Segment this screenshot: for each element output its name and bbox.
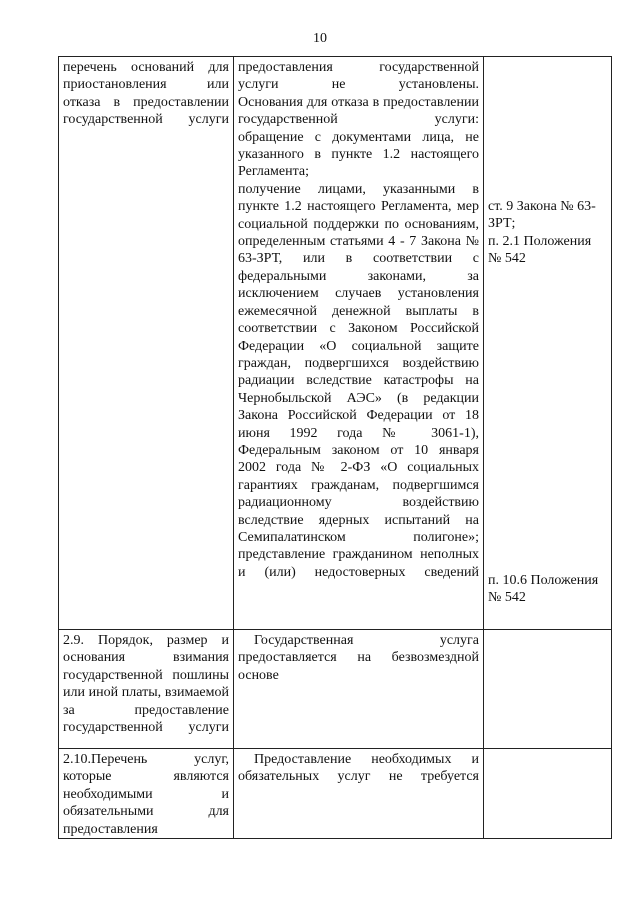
legal-ref-regulation: п. 2.1 Положения № 542 (488, 233, 592, 267)
paragraph-refusal-3: представление гражданином неполных и (или) недостоверных сведений (238, 547, 479, 580)
table-cell-services-text: Предоставление необходимых и обязательных услуг не требуется (234, 749, 484, 839)
table-cell-fee-legal-basis (484, 630, 612, 749)
legal-ref-regulation-10-6: п. 10.6 Положения № 542 (488, 572, 599, 606)
table-row (59, 630, 612, 749)
paragraph-refusal-heading: Основания для отказа в предоставлении государственной услуги: (238, 94, 479, 128)
table-cell-services-title: 2.10.Перечень услуг, которые являются необходимыми и обязательными для предоставления (59, 749, 234, 839)
table-row (59, 57, 612, 630)
table-cell-fee-text: Государственная услуга предоставляется на безвозмездной основе (234, 630, 484, 749)
table-cell-grounds-title: перечень оснований для приостановления или отказа в предоставлении государственной услуги (59, 57, 234, 630)
paragraph-refusal-2: получение лицами, указанными в пункте 1.2 настоящего Регламента, мер социальной поддержки по основаниям, определенным статьями 4 - 7 Закона № 63-ЗРТ, или в соответствии с федеральными законами, за исключением случаев установления ежемесячной денежной выплаты в соответствии с Законом Российской Федерации «О социальной защите граждан, подвергшихся воздействию радиации вследствие катастрофы на Чернобыльской АЭС» (в редакции Закона Российской Федерации от 18 июня 1992 года № 3061-1), Федеральным законом от 10 января 2002 года № 2-ФЗ «О социальных гарантиях гражданам, подвергшимся радиационному воздействию вследствие ядерных испытаний на Семипалатинском полигоне»; (238, 181, 479, 545)
page-number: 10 (313, 31, 327, 46)
table-cell-services-legal-basis (484, 749, 612, 839)
table-cell-grounds-text (234, 57, 484, 630)
table-cell-grounds-legal-basis (484, 57, 612, 630)
paragraph-refusal-1: обращение с документами лица, не указанного в пункте 1.2 настоящего Регламента; (238, 129, 479, 180)
table-cell-fee-title: 2.9. Порядок, размер и основания взимания государственной пошлины или иной платы, взимаемой за предоставление государственной услуги (59, 630, 234, 749)
paragraph-suspension: предоставления государственной услуги не установлены. (238, 60, 479, 93)
legal-ref-law: ст. 9 Закона № 63-ЗРТ; (488, 199, 596, 232)
table-row (59, 749, 612, 839)
regulation-table (58, 56, 612, 839)
